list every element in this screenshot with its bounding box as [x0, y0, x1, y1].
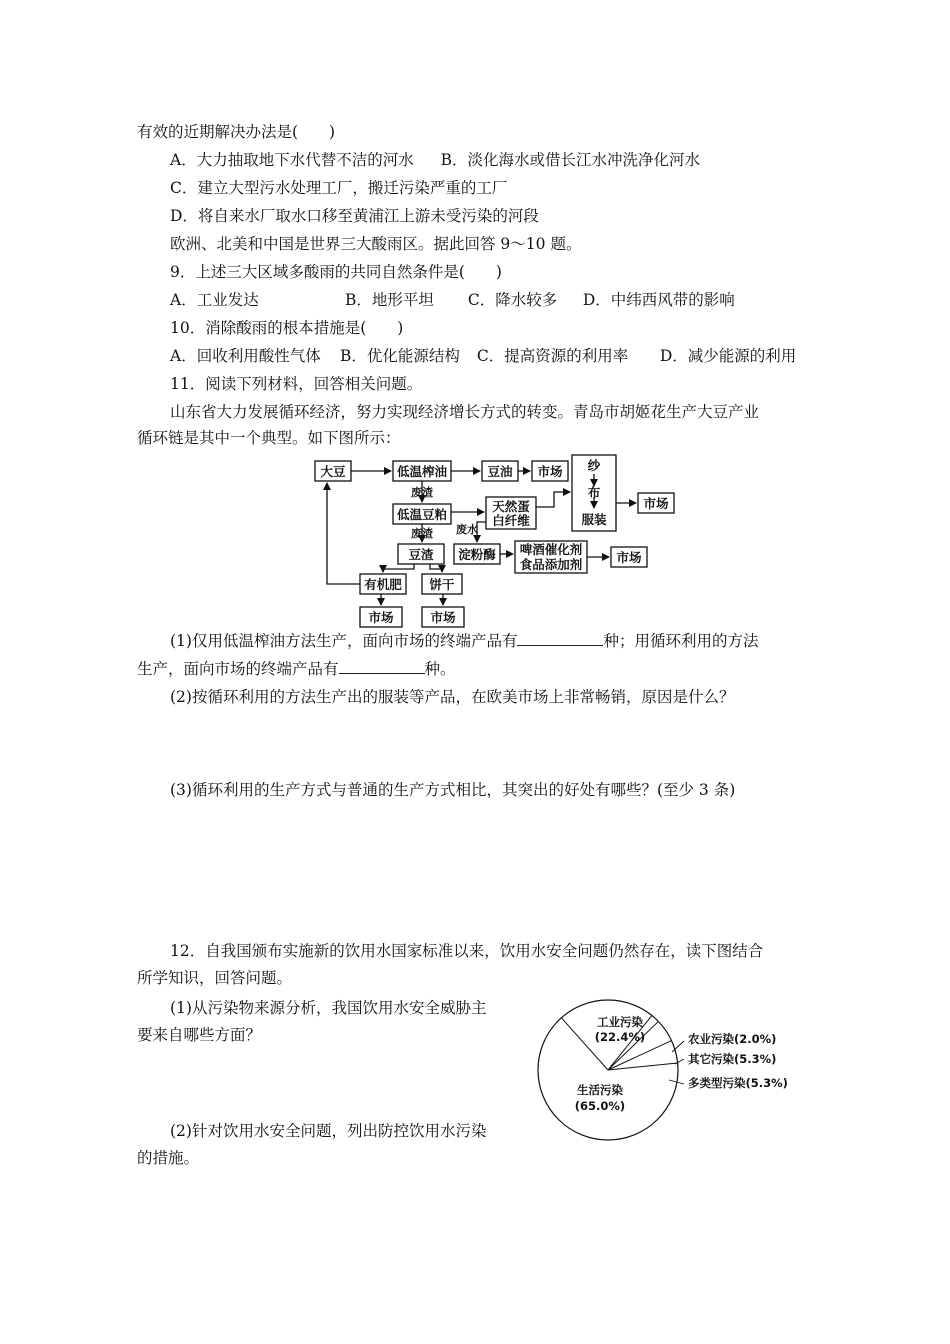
- arrow-feishui-dfm: [477, 522, 486, 542]
- q9-options: [170, 290, 735, 310]
- q12-sub2-line2: 的措施。: [137, 1149, 200, 1167]
- q12-stem-line2: 所学知识，回答问题。: [137, 969, 293, 987]
- arrow-douzha-yjf: [383, 564, 414, 572]
- node-market-2: 市场: [643, 496, 669, 511]
- node-pj-line1: 啤酒催化剂: [519, 542, 583, 557]
- q9-option-b[interactable]: B．地形平坦: [344, 291, 434, 309]
- q11-sub1-blank-2[interactable]: [339, 659, 425, 674]
- q8-option-d[interactable]: D．将自来水厂取水口移至黄浦江上游未受污染的河段: [170, 207, 539, 225]
- boundary-other-multi: [608, 1041, 672, 1070]
- pie-label-multi-name: 多类型污染: [688, 1076, 746, 1090]
- pie-label-industry: 工业污染: [597, 1015, 643, 1029]
- q11-sub1-text-b: 种；用循环利用的方法: [603, 632, 759, 650]
- q10-option-b[interactable]: B．优化能源结构: [339, 347, 460, 365]
- pie-label-agri-name: 农业污染: [688, 1032, 734, 1046]
- label-feizha-2: 废渣: [411, 527, 433, 540]
- node-market-5: 市场: [430, 610, 456, 625]
- q12-sub2-line1: (2)针对饮用水安全问题，列出防控饮用水污染: [170, 1122, 487, 1140]
- q10-option-a[interactable]: A．回收利用酸性气体: [170, 347, 321, 365]
- pie-label-other-name: 其它污染: [688, 1052, 734, 1066]
- q8-option-c[interactable]: C．建立大型污水处理工厂，搬迁污染严重的工厂: [170, 179, 508, 197]
- q10-options: [170, 346, 796, 366]
- leader-other: [675, 1059, 684, 1064]
- q11-sub2: (2)按循环利用的方法生产出的服装等产品，在欧美市场上非常畅销，原因是什么？: [170, 688, 735, 706]
- q12-sub1-line1: (1)从污染物来源分析，我国饮用水安全威胁主: [170, 999, 487, 1017]
- node-yjf: 有机肥: [364, 577, 402, 592]
- q9-option-d[interactable]: D．中纬西风带的影响: [582, 291, 735, 309]
- node-bu: 布: [587, 485, 601, 500]
- node-trd-line1: 天然蛋: [492, 499, 530, 514]
- node-dwzy: 低温榨油: [396, 464, 448, 479]
- node-douyou: 豆油: [487, 464, 513, 479]
- node-dwdp: 低温豆粕: [396, 507, 448, 522]
- node-market-4: 市场: [368, 610, 394, 625]
- q11-sub3: (3)循环利用的生产方式与普通的生产方式相比，其突出的好处有哪些？(至少 3 条): [170, 781, 736, 799]
- soy-industry-flowchart: [300, 452, 680, 630]
- node-sha: 纱: [587, 458, 601, 473]
- node-market-1: 市场: [537, 464, 563, 479]
- q9-option-c[interactable]: C．降水较多: [467, 291, 558, 309]
- arrow-trd-fiber: [536, 492, 570, 507]
- q10-option-d[interactable]: D．减少能源的利用: [659, 347, 797, 365]
- pie-label-other: [688, 1052, 776, 1066]
- node-bg: 饼干: [429, 577, 455, 592]
- boundary-multi-domestic: [608, 1063, 678, 1070]
- q11-material-line2: 循环链是其中一个典型。如下图所示：: [137, 429, 401, 447]
- q12-stem-line1: 12．自我国颁布实施新的饮用水国家标准以来，饮用水安全问题仍然存在，读下图结合: [170, 942, 764, 960]
- q11-sub1-text-a: (1)仅用低温榨油方法生产，面向市场的终端产品有: [170, 632, 518, 650]
- arrow-yjf-dadou-loop: [327, 483, 360, 584]
- pie-label-agri: [688, 1032, 776, 1046]
- q11-sub1-text-d: 种。: [424, 660, 456, 678]
- intro-9-10: 欧洲、北美和中国是世界三大酸雨区。据此回答 9～10 题。: [170, 235, 582, 253]
- node-market-3: 市场: [616, 550, 642, 565]
- node-pj-line2: 食品添加剂: [519, 557, 583, 572]
- pie-label-multi-pct: (5.3%): [745, 1076, 788, 1090]
- node-dadou: 大豆: [320, 464, 346, 479]
- q11-sub1-blank-1[interactable]: [517, 631, 603, 646]
- node-fuzhuang: 服装: [581, 512, 607, 527]
- label-feizha-1: 废渣: [411, 486, 433, 499]
- q10-stem: 10．消除酸雨的根本措施是( ): [170, 319, 404, 337]
- q12-sub1-line2: 要来自哪些方面？: [137, 1026, 262, 1044]
- arrow-douzha-bg: [430, 564, 442, 572]
- pie-label-agri-pct: (2.0%): [734, 1032, 777, 1046]
- pie-label-multi: [688, 1076, 788, 1090]
- q8-option-a[interactable]: A．大力抽取地下水代替不洁的河水: [170, 151, 414, 169]
- node-dfm: 淀粉酶: [458, 547, 496, 562]
- node-douzha: 豆渣: [408, 547, 434, 562]
- q8-options-ab: [170, 150, 700, 170]
- pie-pct-domestic: (65.0%): [574, 1099, 626, 1113]
- q11-material-line1: 山东省大力发展循环经济，努力实现经济增长方式的转变。青岛市胡姬花生产大豆产业: [170, 403, 760, 421]
- pie-pct-industry: (22.4%): [594, 1030, 646, 1044]
- q9-stem: 9．上述三大区域多酸雨的共同自然条件是( ): [170, 263, 502, 281]
- label-feishui: 废水: [456, 523, 478, 536]
- q11-sub1-line2: [137, 659, 456, 679]
- q11-sub1-line1: [170, 631, 758, 651]
- pie-label-domestic: 生活污染: [577, 1083, 623, 1097]
- water-pollution-pie-chart: [530, 998, 810, 1148]
- q8-stem-end: 有效的近期解决办法是( ): [137, 123, 336, 141]
- q11-sub1-text-c: 生产，面向市场的终端产品有: [137, 660, 339, 678]
- node-trd-line2: 白纤维: [492, 513, 530, 528]
- q9-option-a[interactable]: A．工业发达: [170, 291, 259, 309]
- q8-option-b[interactable]: B．淡化海水或借长江水冲洗净化河水: [440, 151, 701, 169]
- q10-option-c[interactable]: C．提高资源的利用率: [476, 347, 629, 365]
- pie-label-other-pct: (5.3%): [734, 1052, 777, 1066]
- q11-stem: 11．阅读下列材料，回答相关问题。: [170, 375, 423, 393]
